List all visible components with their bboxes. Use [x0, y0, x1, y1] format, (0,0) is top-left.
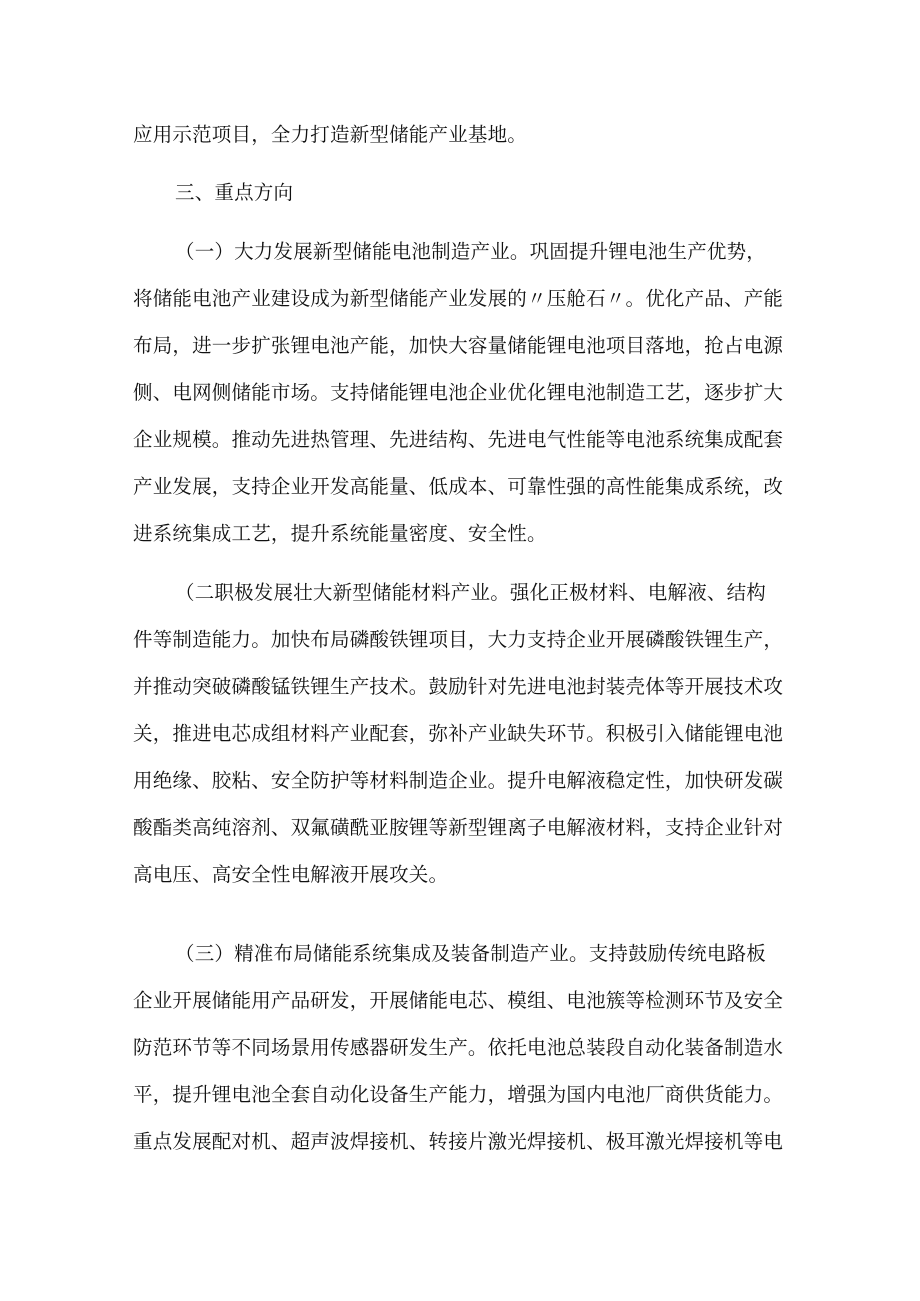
paragraph-line: 进系统集成工艺，提升系统能量密度、安全性。: [133, 522, 547, 545]
paragraph-line: （一）大力发展新型储能电池制造产业。巩固提升锂电池生产优势，: [175, 240, 767, 263]
paragraph-line: 重点发展配对机、超声波焊接机、转接片激光焊接机、极耳激光焊接机等电: [133, 1130, 784, 1153]
intro-line: 应用示范项目，全力打造新型储能产业基地。: [133, 123, 528, 146]
paragraph-line: 件等制造能力。加快布局磷酸铁锂项目，大力支持企业开展磷酸铁锂生产，: [133, 628, 784, 651]
paragraph-line: 将储能电池产业建设成为新型储能产业发展的〃压舱石〃。优化产品、产能: [133, 287, 784, 310]
paragraph-line: 并推动突破磷酸锰铁锂生产技术。鼓励针对先进电池封装壳体等开展技术攻: [133, 675, 784, 698]
paragraph-line: 防范环节等不同场景用传感器研发生产。依托电池总装段自动化装备制造水: [133, 1036, 784, 1059]
paragraph-line: 用绝缘、胶粘、安全防护等材料制造企业。提升电解液稳定性，加快研发碳: [133, 769, 784, 792]
paragraph-line: 产业发展，支持企业开发高能量、低成本、可靠性强的高性能集成系统，改: [133, 475, 784, 498]
paragraph-line: 企业开展储能用产品研发，开展储能电芯、模组、电池簇等检测环节及安全: [133, 989, 784, 1012]
paragraph-line: （三）精准布局储能系统集成及装备制造产业。支持鼓励传统电路板: [175, 942, 767, 965]
paragraph-line: 关，推进电芯成组材料产业配套，弥补产业缺失环节。积极引入储能锂电池: [133, 722, 784, 745]
section-heading: 三、重点方向: [175, 181, 294, 204]
paragraph-line: （二职极发展壮大新型储能材料产业。强化正极材料、电解液、结构: [175, 581, 767, 604]
paragraph-line: 企业规模。推动先进热管理、先进结构、先进电气性能等电池系统集成配套: [133, 428, 784, 451]
paragraph-line: 高电压、高安全性电解液开展攻关。: [133, 863, 449, 886]
paragraph-line: 布局，进一步扩张锂电池产能，加快大容量储能锂电池项目落地，抢占电源: [133, 334, 784, 357]
paragraph-line: 酸酯类高纯溶剂、双氟磺酰亚胺锂等新型锂离子电解液材料，支持企业针对: [133, 816, 784, 839]
paragraph-line: 平，提升锂电池全套自动化设备生产能力，增强为国内电池厂商供货能力。: [133, 1083, 784, 1106]
paragraph-line: 侧、电网侧储能市场。支持储能锂电池企业优化锂电池制造工艺，逐步扩大: [133, 381, 784, 404]
